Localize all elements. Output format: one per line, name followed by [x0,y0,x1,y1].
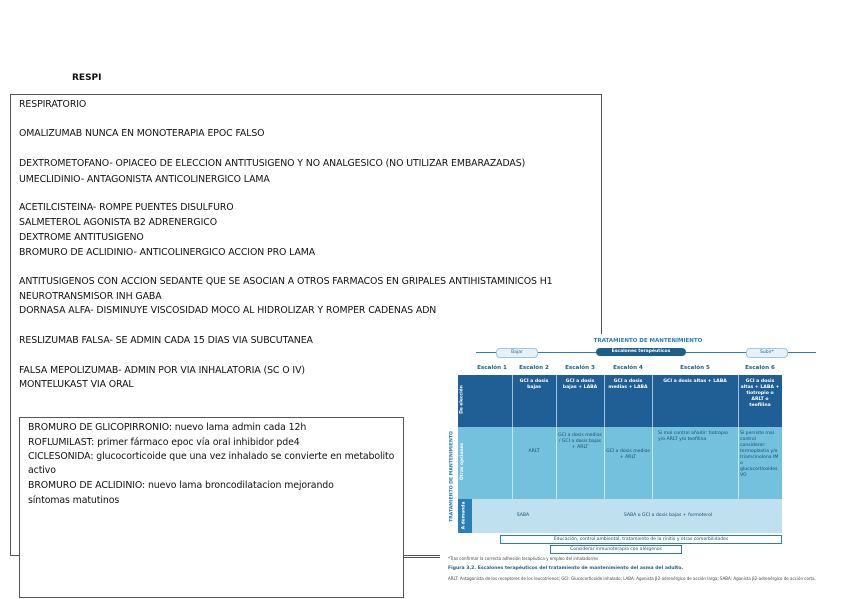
row-label-text: Otras opciones [460,442,466,481]
row-label [458,499,472,533]
column-divider [556,375,557,499]
row-label-text: A demanda [461,501,467,530]
otras-cell: GCI a dosis medias / GCI a dosis bajas + ARLT [558,433,602,450]
row-demanda [458,499,782,533]
otras-cell: ARLT [528,449,540,454]
column-divider [738,375,739,499]
row-otras [458,427,782,499]
note-line: RESLIZUMAB FALSA- SE ADMIN CADA 15 DIAS VIA SUBCUTANEA [19,335,313,346]
education-bar: Educación, control ambiental, tratamiento de la rinitis y otras comorbilidades [500,535,782,544]
column-divider [512,375,513,499]
note-line: DEXTROMETOFANO- OPIACEO DE ELECCION ANTITUSIGENO Y NO ANALGESICO (NO UTILIZAR EMBARAZADAS) [19,158,526,169]
eleccion-cell: GCI a dosis bajas [519,379,549,390]
eleccion-cell: GCI a dosis bajas + LABA [562,379,598,390]
figure-abbreviations: ARLT: Antagonista de los receptores de los leucotrienos; GCI: Glucocorticoide inhalado; LABA: Agonista β2-adrenérgico de acción larga; SABA: Agonista β2-adrenérgico de acción corta. [448,576,816,581]
otras-cell: Si persiste mal control considerar: termoplastia y/o triamcinolona IM o glucocorticoides VO [740,431,779,478]
step-header: Escalón 5 [680,365,710,371]
row-label-text: De elección [459,385,465,414]
step-header: Escalón 3 [565,365,595,371]
figure-title: TRATAMIENTO DE MANTENIMIENTO [593,338,703,344]
demanda-cell: SABA [516,513,530,518]
note-line: UMECLIDINIO- ANTAGONISTA ANTICOLINERGICO LAMA [19,174,270,185]
column-divider [604,375,605,499]
note-line: DEXTROME ANTITUSIGENO [19,232,144,243]
page-heading: RESPI [72,73,102,83]
therapeutic-steps-label: Escalones terapéuticos [596,348,686,356]
note-line: BROMURO DE ACLIDINIO- ANTICOLINERGICO ACCION PRO LAMA [19,247,316,258]
note-line: ANTITUSIGENOS CON ACCION SEDANTE QUE SE ASOCIAN A OTROS FARMACOS EN GRIPALES ANTIHISTAMINICOS H1 [19,276,553,287]
box-connector-line [404,557,440,558]
side-label [446,394,458,564]
step-arrow [476,348,816,357]
eleccion-cell: GCI a dosis altas + LABA [663,379,727,384]
note-line: CICLESONIDA: glucocorticoide que una vez inhalado se convierte en metabolito [28,451,395,462]
note-line: BROMURO DE GLICOPIRRONIO: nuevo lama admin cada 12h [28,422,307,433]
note-line: DORNASA ALFA- DISMINUYE VISCOSIDAD MOCO AL HIDROLIZAR Y ROMPER CADENAS ADN [19,305,437,316]
demanda-cell: SABA o GCI a dosis bajas + formoterol [623,513,713,518]
note-line: OMALIZUMAB NUNCA EN MONOTERAPIA EPOC FALSO [19,128,265,139]
eleccion-cell: GCI a dosis altas + LABA + tiotropio o ARLT o teofilina [740,379,780,408]
note-line: NEUROTRANSMISOR INH GABA [19,291,162,302]
note-line: BROMURO DE ACLIDINIO: nuevo lama broncodilatacion mejorando [28,480,334,491]
step-header: Escalón 4 [613,365,643,371]
step-down-label: Bajar [496,348,538,358]
column-divider [652,375,653,499]
note-line: activo [28,465,56,476]
additional-notes-box [19,417,404,598]
note-line: ROFLUMILAST: primer fármaco epoc vía oral inhibidor pde4 [28,437,300,448]
otras-cell: GCI a dosis medias + ARLT [606,449,650,460]
note-line: FALSA MEPOLIZUMAB- ADMIN POR VIA INHALATORIA (SC O IV) [19,365,305,376]
row-label [458,375,472,427]
step-header: Escalón 6 [745,365,775,371]
asthma-treatment-figure [440,334,844,596]
section-title: RESPIRATORIO [19,99,87,110]
note-line: ACETILCISTEINA- ROMPE PUENTES DISULFURO [19,202,234,213]
figure-footnote: *Tras confirmar la correcta adhesión terapéutica y empleo del inhalador/es [448,556,599,561]
eleccion-cell: GCI a dosis medias + LABA [608,379,648,390]
step-header: Escalón 2 [519,365,549,371]
figure-caption: Figura 3.2. Escalones terapéuticos del tratamiento de mantenimiento del asma del adulto. [448,566,684,571]
otras-cell: Si mal control añadir: tiotropio y/o ARLT y/o teofilina [658,431,728,442]
side-label-text: TRATAMIENTO DE MANTENIMIENTO [449,431,455,522]
step-header: Escalón 1 [477,365,507,371]
row-label [458,427,472,499]
immunotherapy-bar: Considerar inmunoterapia con alérgenos [550,545,682,554]
note-line: SALMETEROL AGONISTA B2 ADRENERGICO [19,217,217,228]
steps-grid [458,362,782,545]
note-line: síntomas matutinos [28,495,120,506]
note-line: MONTELUKAST VIA ORAL [19,379,134,390]
step-up-label: Subir* [746,348,788,358]
row-eleccion [458,375,782,427]
